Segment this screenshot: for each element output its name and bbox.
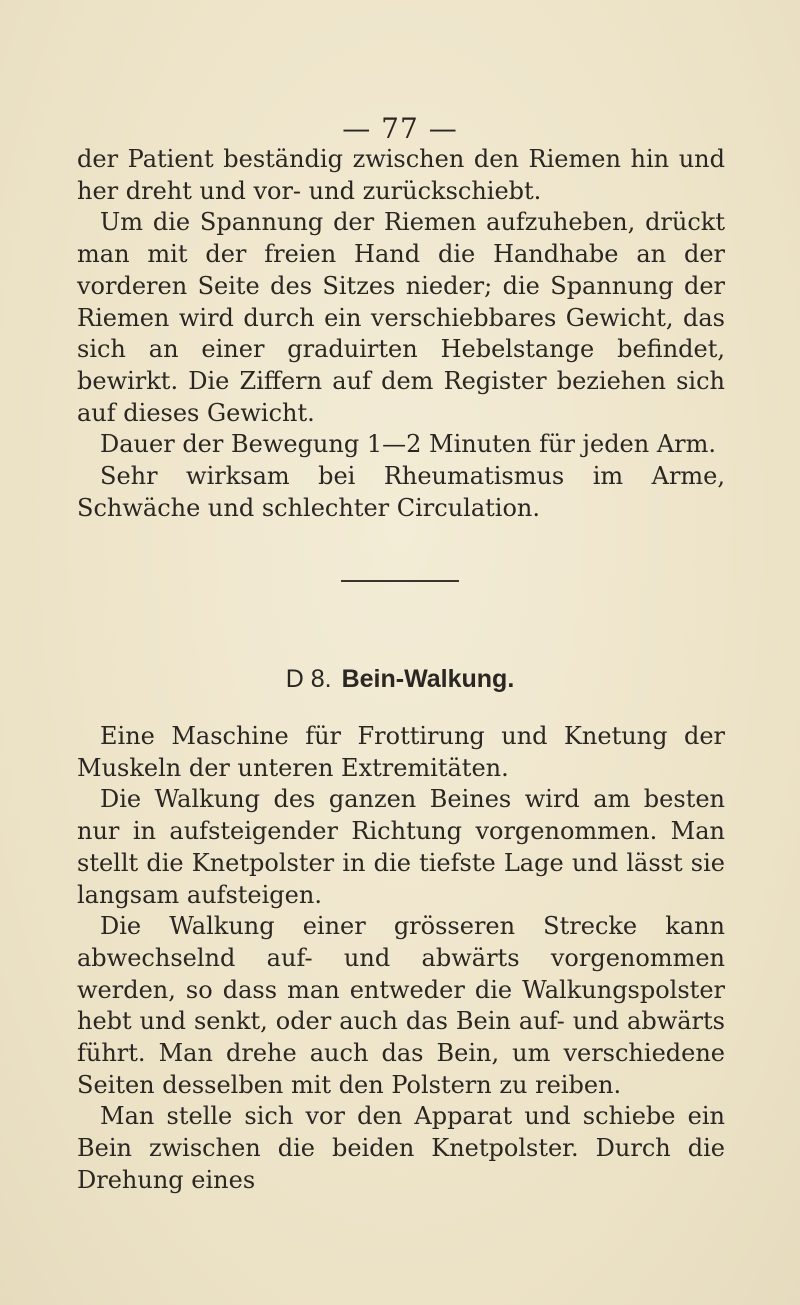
paragraph-machine: Eine Maschine für Frottirung und Knetung der Muskeln der unteren Extremitäten. (77, 722, 725, 782)
top-text-block (77, 144, 725, 524)
section-code: D 8. (285, 665, 332, 693)
paragraph-alternating: Die Walkung einer grösseren Strecke kann abwechselnd auf- und abwärts vorgenommen werden, so dass man entweder die Walkungspolster hebt und senkt, oder auch das Bein auf- und abwärts führt. Man drehe auch das Bein, um verschiedene Seiten desselben mit den Polstern zu reiben. (77, 912, 725, 1099)
section-title: Bein-Walkung. (341, 665, 515, 693)
paragraph-tension: Um die Spannung der Riemen aufzuheben, drückt man mit der freien Hand die Handhabe an der vorderen Seite des Sitzes nieder; die Spannung der Riemen wird durch ein verschiebbares Gewicht, das sich an einer graduirten Hebelstange befindet, bewirkt. Die Ziffern auf dem Register beziehen sich auf dieses Gewicht. (77, 208, 725, 427)
paragraph-effect: Sehr wirksam bei Rheumatismus im Arme, Schwäche und schlechter Circulation. (77, 462, 725, 522)
bottom-text-block (77, 721, 725, 1197)
paragraph-duration: Dauer der Bewegung 1—2 Minuten für jeden Arm. (100, 430, 717, 459)
page-number: — 77 — (342, 112, 458, 145)
section-heading (0, 665, 800, 694)
paragraph-position: Man stelle sich vor den Apparat und schiebe ein Bein zwischen die beiden Knetpolster. Durch die Drehung eines (77, 1102, 725, 1194)
section-divider (341, 580, 459, 582)
paragraph-direction: Die Walkung des ganzen Beines wird am besten nur in aufsteigender Richtung vorgenommen. Man stellt die Knetpolster in die tiefste Lage und lässt sie langsam aufsteigen. (77, 785, 725, 909)
paragraph-continuation: der Patient beständig zwischen den Riemen hin und her dreht und vor- und zurückschiebt. (77, 145, 725, 205)
